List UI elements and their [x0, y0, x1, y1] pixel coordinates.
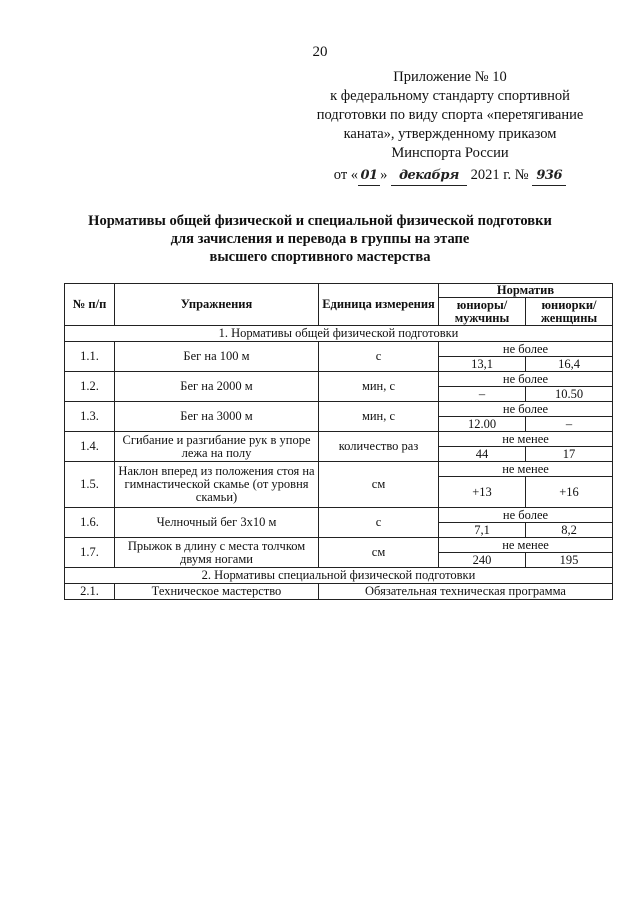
date-prefix: от «	[333, 167, 359, 183]
appendix-line-5: Минспорта России	[391, 145, 509, 161]
row-exercise: Техническое мастерство	[115, 584, 319, 600]
row-condition: не более	[439, 508, 613, 523]
row-value-female: 195	[526, 553, 613, 568]
handwritten-order-number: 936	[532, 166, 566, 186]
handwritten-day: 01	[358, 166, 380, 186]
row-value-female: 8,2	[526, 523, 613, 538]
row-unit: с	[319, 508, 439, 538]
header-juniors-female: юниорки/ женщины	[526, 298, 613, 326]
date-year: 2021 г. №	[470, 167, 529, 183]
row-num: 1.5.	[65, 462, 115, 508]
row-condition: не менее	[439, 462, 613, 477]
row-num: 1.2.	[65, 372, 115, 402]
row-unit: с	[319, 342, 439, 372]
date-mid: »	[380, 167, 388, 183]
title-line-1: Нормативы общей физической и специальной физической подготовки	[88, 213, 552, 229]
row-value-male: 240	[439, 553, 526, 568]
row-value-program: Обязательная техническая программа	[319, 584, 613, 600]
row-num: 1.6.	[65, 508, 115, 538]
row-value-male: 12.00	[439, 417, 526, 432]
row-exercise: Сгибание и разгибание рук в упоре лежа на полу	[115, 432, 319, 462]
row-value-female: +16	[526, 477, 613, 508]
row-condition: не более	[439, 372, 613, 387]
header-num: № п/п	[65, 284, 115, 326]
header-unit: Единица измерения	[319, 284, 439, 326]
header-norm: Норматив	[439, 284, 613, 298]
row-condition: не менее	[439, 432, 613, 447]
appendix-date-line	[300, 166, 600, 186]
row-unit: см	[319, 538, 439, 568]
row-condition: не более	[439, 402, 613, 417]
row-value-female: 17	[526, 447, 613, 462]
row-exercise: Бег на 3000 м	[115, 402, 319, 432]
norms-table	[64, 283, 613, 600]
row-condition: не более	[439, 342, 613, 357]
row-value-female: 10.50	[526, 387, 613, 402]
appendix-line-4: каната», утвержденному приказом	[343, 126, 557, 142]
row-exercise: Бег на 2000 м	[115, 372, 319, 402]
row-num: 1.7.	[65, 538, 115, 568]
row-unit: мин, с	[319, 372, 439, 402]
row-condition: не менее	[439, 538, 613, 553]
row-exercise: Прыжок в длину с места толчком двумя ногами	[115, 538, 319, 568]
header-juniors-male: юниоры/ мужчины	[439, 298, 526, 326]
row-value-male: +13	[439, 477, 526, 508]
row-unit: см	[319, 462, 439, 508]
row-value-male: 13,1	[439, 357, 526, 372]
row-num: 2.1.	[65, 584, 115, 600]
appendix-block	[300, 68, 600, 186]
header-exercise: Упражнения	[115, 284, 319, 326]
row-unit: мин, с	[319, 402, 439, 432]
page-number: 20	[312, 44, 328, 60]
handwritten-month: декабря	[391, 166, 467, 186]
title-line-3: высшего спортивного мастерства	[209, 249, 431, 265]
row-value-male: 44	[439, 447, 526, 462]
appendix-line-2: к федеральному стандарту спортивной	[330, 88, 570, 104]
section-1-heading: 1. Нормативы общей физической подготовки	[65, 326, 613, 342]
appendix-line-3: подготовки по виду спорта «перетягивание	[316, 107, 584, 123]
title-line-2: для зачисления и перевода в группы на этапе	[170, 231, 470, 247]
row-num: 1.3.	[65, 402, 115, 432]
document-title	[60, 212, 580, 266]
row-value-male: –	[439, 387, 526, 402]
row-num: 1.1.	[65, 342, 115, 372]
row-exercise: Челночный бег 3х10 м	[115, 508, 319, 538]
row-value-male: 7,1	[439, 523, 526, 538]
row-value-female: 16,4	[526, 357, 613, 372]
row-value-female: –	[526, 417, 613, 432]
row-unit: количество раз	[319, 432, 439, 462]
section-2-heading: 2. Нормативы специальной физической подготовки	[65, 568, 613, 584]
appendix-line-1: Приложение № 10	[393, 69, 507, 85]
row-exercise: Бег на 100 м	[115, 342, 319, 372]
row-num: 1.4.	[65, 432, 115, 462]
row-exercise: Наклон вперед из положения стоя на гимнастической скамье (от уровня скамьи)	[115, 462, 319, 508]
